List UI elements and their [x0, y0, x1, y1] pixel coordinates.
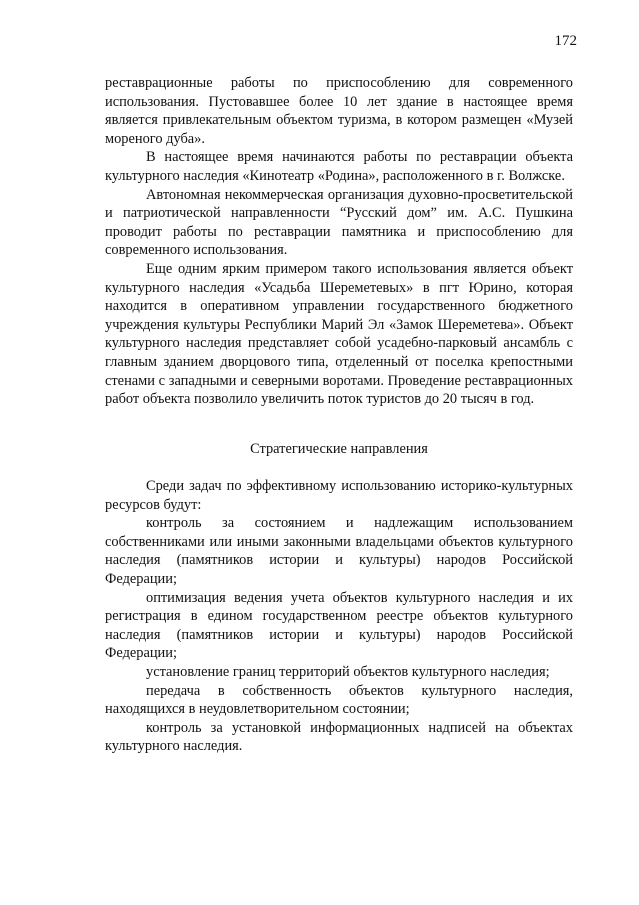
paragraph: Автономная некоммерческая организация духовно-просветительской и патриотической направленности “Русский дом” им. А.С. Пушкина проводит работы по реставрации памятника и приспособлению для современного использования. — [105, 186, 573, 259]
page-number: 172 — [554, 33, 577, 49]
list-item: передача в собственность объектов культурного наследия, находящихся в неудовлетворительном состоянии; — [105, 682, 573, 718]
paragraph: Среди задач по эффективному использованию историко-культурных ресурсов будут: — [105, 478, 573, 513]
paragraph: реставрационные работы по приспособлению для современного использования. Пустовавшее более 10 лет здание в настоящее время является привлекательным объектом туризма, в котором размещен «Музей мореного дуба». — [105, 75, 573, 147]
list-item: контроль за состоянием и надлежащим использованием собственниками или иными законными владельцами объектов культурного наследия (памятников истории и культуры) народов Российской Федерации; — [105, 515, 573, 587]
paragraph: В настоящее время начинаются работы по реставрации объекта культурного наследия «Кинотеатр «Родина», расположенного в г. Волжске. — [105, 149, 573, 184]
list-item: установление границ территорий объектов культурного наследия; — [146, 663, 550, 680]
list-item: оптимизация ведения учета объектов культурного наследия и их регистрация в едином государственном реестре объектов культурного наследия (памятников истории и культуры) народов Российской Федерации; — [105, 589, 573, 662]
paragraph: Еще одним ярким примером такого использования является объект культурного наследия «Усадьба Шереметевых» в пгт Юрино, которая находится в оперативном управлении государственного бюджетного учреждения культуры Республики Марий Эл «Замок Шереметева». Объект культурного наследия представляет собой усадебно-парковый ансамбль с главным зданием дворцового типа, отделенный от поселка крепостными стенами с западными и северными воротами. Проведение реставрационных работ объекта позволило увеличить поток туристов до 20 тысяч в год. — [105, 260, 573, 408]
body-text-top — [105, 74, 573, 409]
list-item: контроль за установкой информационных надписей на объектах культурного наследия. — [105, 719, 573, 755]
section-heading: Стратегические направления — [250, 441, 428, 457]
body-text-bottom — [105, 477, 573, 756]
